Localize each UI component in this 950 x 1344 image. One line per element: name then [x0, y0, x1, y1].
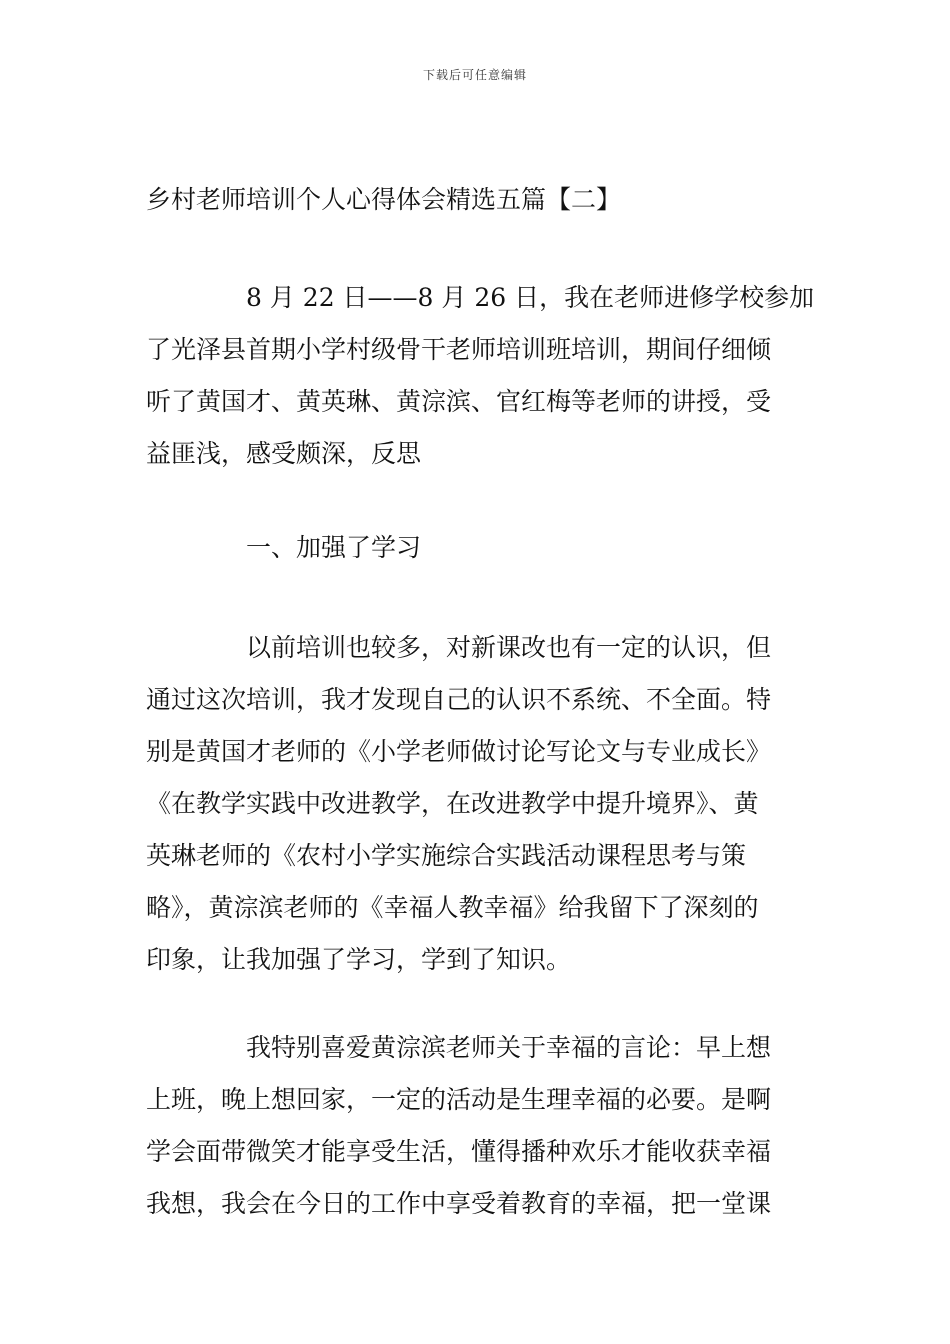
paragraph-line: 学会面带微笑才能享受生活，懂得播种欢乐才能收获幸福 — [146, 1137, 772, 1166]
paragraph-line: 益匪浅，感受颇深，反思 — [146, 439, 422, 468]
paragraph-line: 印象，让我加强了学习，学到了知识。 — [146, 945, 572, 974]
paragraph-line: 英琳老师的《农村小学实施综合实践活动课程思考与策 — [146, 841, 747, 870]
paragraph-happiness — [146, 1022, 810, 1230]
paragraph-line: 《在教学实践中改进教学，在改进教学中提升境界》、黄 — [146, 789, 759, 818]
paragraph-intro — [146, 272, 815, 480]
document-title: 乡村老师培训个人心得体会精选五篇【二】 — [146, 185, 622, 214]
paragraph-line: 了光泽县首期小学村级骨干老师培训班培训，期间仔细倾 — [146, 335, 772, 364]
paragraph-line: 8 月 22 日——8 月 26 日，我在老师进修学校参加 — [246, 283, 815, 312]
section-heading: 一、加强了学习 — [246, 533, 422, 562]
paragraph-line: 上班，晚上想回家，一定的活动是生理幸福的必要。是啊 — [146, 1085, 772, 1114]
paragraph-line: 我想，我会在今日的工作中享受着教育的幸福，把一堂课 — [146, 1189, 772, 1218]
paragraph-study — [146, 622, 810, 986]
paragraph-line: 听了黄国才、黄英琳、黄淙滨、官红梅等老师的讲授，受 — [146, 387, 772, 416]
paragraph-line: 通过这次培训，我才发现自己的认识不系统、不全面。特 — [146, 685, 772, 714]
paragraph-line: 我特别喜爱黄淙滨老师关于幸福的言论：早上想 — [246, 1033, 772, 1062]
paragraph-line: 别是黄国才老师的《小学老师做讨论写论文与专业成长》 — [146, 737, 772, 766]
paragraph-line: 以前培训也较多，对新课改也有一定的认识，但 — [246, 633, 772, 662]
paragraph-line: 略》，黄淙滨老师的《幸福人教幸福》给我留下了深刻的 — [146, 893, 759, 922]
header-note: 下载后可任意编辑 — [422, 68, 527, 82]
